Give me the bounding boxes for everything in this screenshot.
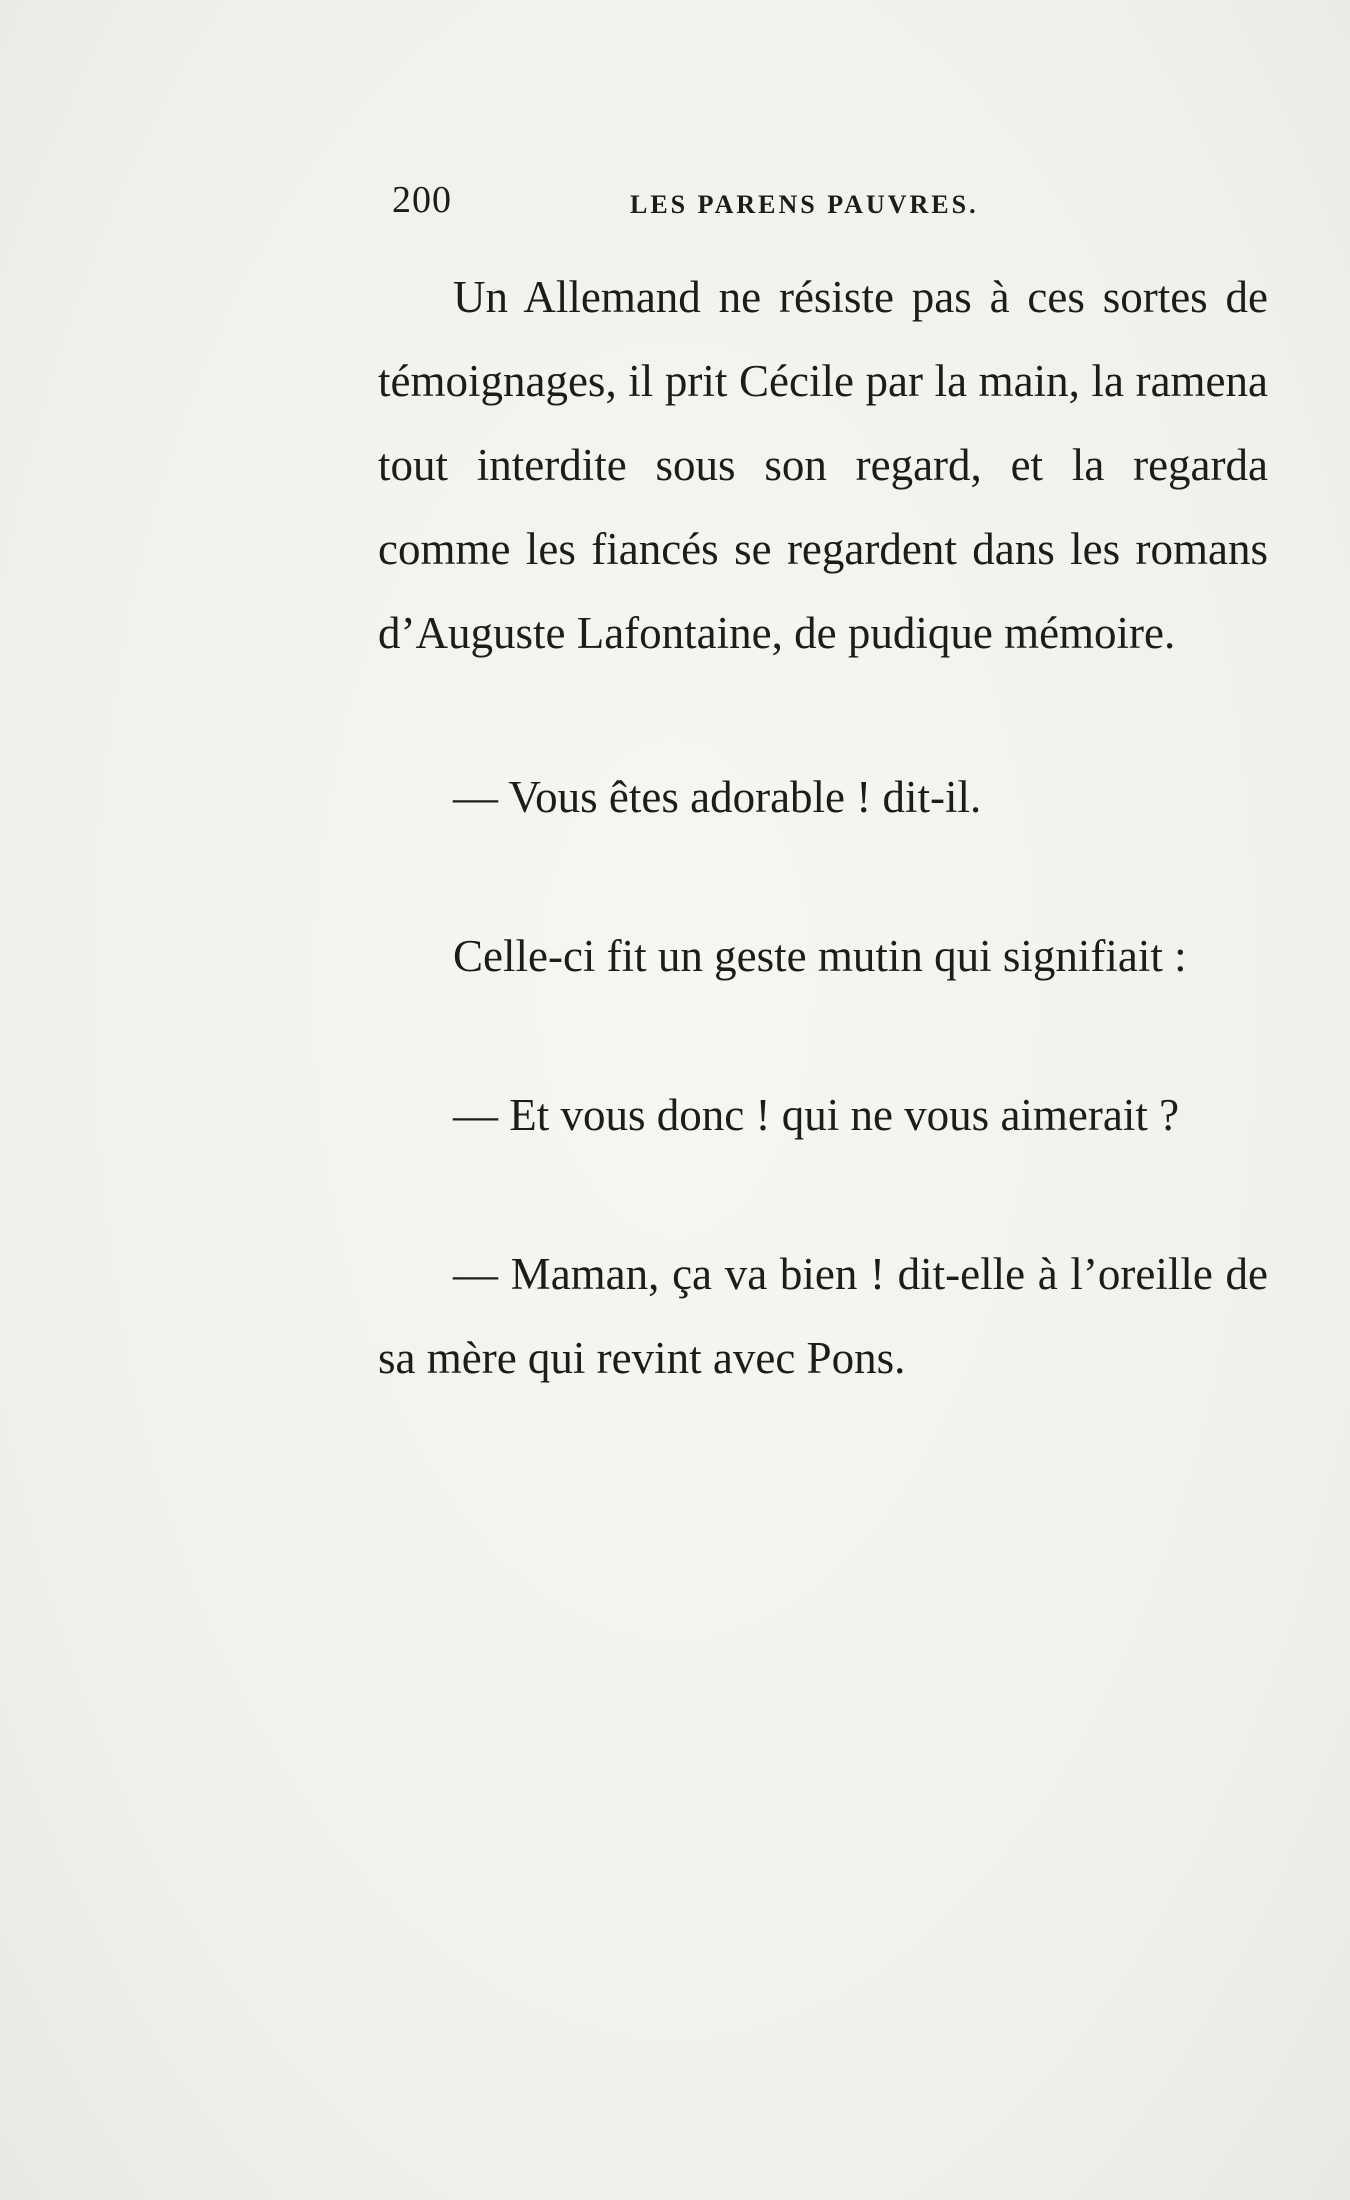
paragraph-2: — Vous êtes adorable ! dit-il. (453, 772, 982, 822)
body-text (378, 255, 1268, 1400)
paragraph-1: Un Allemand ne résiste pas à ces sortes de témoignages, il prit Cécile par la main, la ramena tout interdite sous son regard, et la regarda comme les fiancés se regardent dans les romans d’Auguste Lafontaine, de pudique mémoire. (378, 272, 1268, 658)
paragraph-5: — Maman, ça va bien ! dit-elle à l’oreille de sa mère qui revint avec Pons. (378, 1249, 1268, 1383)
running-head: LES PARENS PAUVRES. (630, 190, 979, 219)
paragraph-3: Celle-ci fit un geste mutin qui signifiait : (453, 931, 1187, 981)
page-number: 200 (392, 179, 452, 221)
page-header (392, 178, 1052, 228)
paragraph-4: — Et vous donc ! qui ne vous aimerait ? (453, 1090, 1180, 1140)
